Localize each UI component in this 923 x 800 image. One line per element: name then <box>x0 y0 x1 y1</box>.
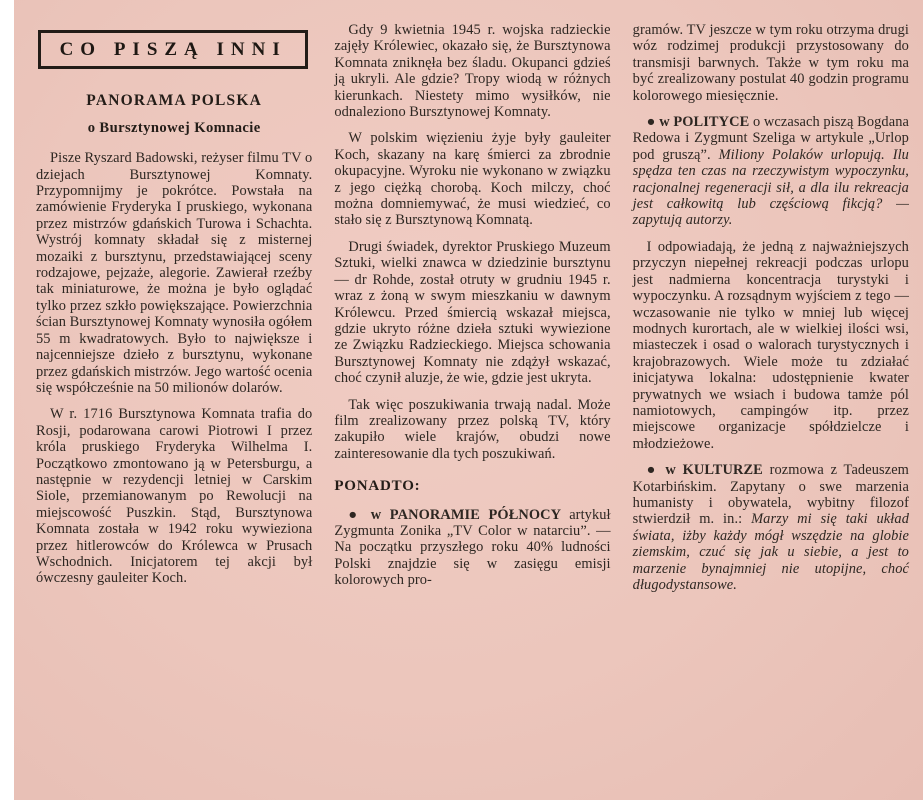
article-subheading: o Bursztynowej Komnacie <box>87 119 261 136</box>
text-run: Drugi świadek, dyrektor Pruskiego Muzeum Sztuki, wielki znawca w dziedzinie bursztynu — dr Rohde, został otruty w grudniu 1945 r. wraz z żoną w swym mieszkaniu w dawnym Królewcu. Przed śmiercią wskazał miejsca, gdzie ukryto różne dzieła sztuki wywiezione ze Związku Radzieckiego. Miejsca schowania Bursztynowej Komnaty nie zdążył wskazać, choć czynił aluzje, że wie, gdzie jest ukryta. <box>334 238 611 387</box>
column-1 <box>36 22 312 792</box>
text-run: gramów. TV jeszcze w tym roku otrzyma drugi wóz rodzimej produkcji przystosowany do transmisji barwnych. Także w tym roku ma być zrealizowany postulat 40 godzin programu kolorowego miesięcznie. <box>632 22 909 104</box>
text-run: Miliony Polaków urlopują. Ilu spędza ten czas na rzeczywistym wypoczynku, racjonalnej regeneracji sił, a dla ilu rekreacja jest całkowitą lub częściową fikcją? — zapytują autorzy. <box>632 146 909 229</box>
column-2 <box>334 22 610 792</box>
article-content <box>14 0 923 800</box>
section-title-box <box>38 30 308 69</box>
section-title: CO PISZĄ INNI <box>59 39 287 60</box>
text-run: Tak więc poszukiwania trwają nadal. Może film zrealizowany przez polską TV, który zakupiło wiele krajów, obudzi nowe zainteresowanie dla tych poszukiwań. <box>334 396 611 462</box>
bullet-paragraph <box>633 114 909 229</box>
article-heading: PANORAMA POLSKA <box>86 92 263 110</box>
paragraph <box>334 130 610 228</box>
bullet-paragraph <box>633 462 909 593</box>
paragraph <box>36 406 312 586</box>
text-run: W polskim więzieniu żyje były gauleiter Koch, skazany na karę śmierci za zbrodnie okupacyjne. Wyroku nie wykonano w związku z jego ciężką chorobą. Koch milczy, choć można domniemywać, że musi wiedzieć, co stało się z Bursztynową Komnatą. <box>334 130 611 229</box>
text-run: Gdy 9 kwietnia 1945 r. wojska radzieckie zajęły Królewiec, okazało się, że Bursztynowa Komnata zniknęła bez śladu. Okupanci gdzieś ją ukryli. Ale gdzie? Tropy wiodą w różnych kierunkach. Niestety mimo wysiłków, nie odnaleziono Bursztynowej Komnaty. <box>334 22 611 121</box>
text-run: W r. 1716 Bursztynowa Komnata trafia do Rosji, podarowana carowi Piotrowi I przez króla pruskiego Fryderyka Wilhelma I. Początkowo zmontowano ją w Petersburgu, a następnie w rezydencji letniej w Carskim Siole, przemianowanym po Rewolucji na miejscowość Puszkin. Stąd, Bursztynowa Komnata została w 1942 roku wywieziona przez hitlerowców do Królewca w Prusach Wschodnich. Inicjatorem tej akcji był ówczesny gauleiter Koch. <box>36 406 313 587</box>
paragraph <box>334 397 610 463</box>
text-run: ● w PANORAMIE PÓŁNOCY <box>348 506 570 523</box>
text-run: I odpowiadają, że jedną z najważniejszych przyczyn niepełnej rekreacji podczas urlopu jest nadmierna koncentracja turystyki i wypoczynku. A rozsądnym wyjściem z tego — wczasowanie nie tylko w mniej lub więcej modnych kurortach, ale w wielkiej ilości wsi, miasteczek i osad o walorach turystycznych i krajobrazowych. Wiele może tu zdziałać inicjatywa lokalna: udostępnienie kwater prywatnych we wsiach i budowa tamże pól namiotowych, campingów itp. przez miejscowe organizacje spółdzielcze i młodzieżowe. <box>632 238 909 452</box>
text-run: ● w KULTURZE <box>646 462 770 479</box>
paragraph <box>633 239 909 452</box>
paragraph <box>633 22 909 104</box>
bullet-paragraph <box>334 507 610 589</box>
paragraph <box>334 239 610 387</box>
text-run: artykuł Zygmunta Zonika „TV Color w natarciu”. — Na początku przyszłego roku 40% ludności Polski znajdzie się w zasięgu emisji kolorowych pro- <box>334 506 611 589</box>
column-3 <box>633 22 909 792</box>
text-run: Pisze Ryszard Badowski, reżyser filmu TV o dziejach Bursztynowej Komnaty. Przypomnijmy je pokrótce. Powstała na zamówienie Fryderyka I pruskiego, wykonana przez mistrzów gdańskich Turowa i Schachta. Wystrój komnaty składał się z misternej mozaiki z bursztynu, przedstawiającej sceny rodzajowe, pejzaże, alegorie. Zawierał rzeźby tak miniaturowe, że można je było oglądać tylko przez szkło powiększające. Powierzchnia ścian Bursztynowej Komnaty wynosiła ogółem 55 m kwadratowych. Było to największe i najcenniejsze dzieło z bursztynu, wykonane przez gdańskich mistrzów. Jego wartość ocenia się współcześnie na 50 milionów dolarów. <box>36 150 313 396</box>
text-run: ● w POLITYCE <box>646 114 753 131</box>
text-run: rozmowa z Tadeuszem Kotarbińskim. Zapytany o swe marzenia humanisty i obywatela, wybitny filozof stwierdził m. in.: <box>632 462 909 528</box>
paragraph <box>334 22 610 120</box>
section-heading: PONADTO: <box>334 478 421 495</box>
paragraph <box>36 150 312 396</box>
text-run: o wczasach piszą Bogdana Redowa i Zygmunt Szeliga w artykule „Urlop pod gruszą”. <box>632 114 909 163</box>
text-run: Marzy mi się taki układ świata, iżby każdy mógł wszędzie na globie ziemskim, czuć się jak u siebie, a jest to marzenie bynajmniej nie utopijne, choć długodystansowe. <box>632 511 909 593</box>
